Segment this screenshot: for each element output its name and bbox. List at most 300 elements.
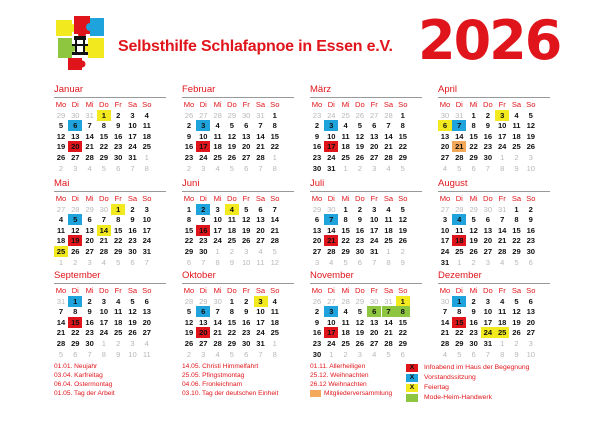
calendar-day[interactable]: 13 (256, 215, 265, 225)
calendar-day[interactable]: 26 (184, 339, 194, 348)
calendar-day[interactable]: 14 (213, 317, 222, 327)
calendar-day[interactable]: 20 (483, 236, 493, 246)
calendar-day-red[interactable]: 20 (196, 327, 210, 338)
calendar-day[interactable]: 17 (483, 317, 493, 327)
calendar-day[interactable]: 23 (355, 236, 365, 246)
calendar-day[interactable]: 16 (85, 317, 94, 327)
calendar-day[interactable]: 23 (483, 142, 493, 152)
calendar-day[interactable]: 26 (227, 153, 237, 162)
calendar-day[interactable]: 9 (357, 215, 362, 225)
calendar-day[interactable]: 28 (56, 339, 66, 348)
calendar-day[interactable]: 29 (184, 247, 194, 256)
calendar-day[interactable]: 2 (314, 307, 320, 317)
calendar-day[interactable]: 12 (355, 317, 365, 327)
calendar-day[interactable]: 7 (215, 307, 220, 317)
calendar-day[interactable]: 30 (128, 247, 137, 256)
calendar-day[interactable]: 13 (369, 317, 379, 327)
calendar-day[interactable]: 28 (384, 339, 393, 348)
calendar-day[interactable]: 12 (469, 225, 478, 235)
calendar-day[interactable]: 2 (528, 204, 533, 214)
calendar-day[interactable]: 14 (270, 215, 280, 225)
calendar-day[interactable]: 4 (343, 307, 348, 317)
calendar-day[interactable]: 23 (241, 328, 251, 338)
calendar-day[interactable]: 5 (229, 121, 234, 131)
calendar-day[interactable]: 31 (483, 339, 493, 348)
calendar-day[interactable]: 31 (128, 153, 137, 162)
calendar-day-green[interactable]: 7 (382, 306, 396, 317)
calendar-day[interactable]: 5 (186, 307, 192, 317)
calendar-day[interactable]: 24 (327, 153, 336, 162)
calendar-day[interactable]: 14 (455, 131, 464, 141)
calendar-day[interactable]: 17 (99, 317, 109, 327)
calendar-day[interactable]: 22 (227, 328, 237, 338)
calendar-day[interactable]: 20 (241, 142, 251, 152)
calendar-day[interactable]: 13 (241, 131, 251, 141)
calendar-day[interactable]: 2 (130, 204, 135, 214)
calendar-day[interactable]: 29 (341, 247, 350, 256)
calendar-day[interactable]: 28 (440, 339, 450, 348)
calendar-day[interactable]: 13 (71, 131, 80, 141)
calendar-day[interactable]: 20 (312, 236, 322, 246)
calendar-day-red[interactable]: 19 (68, 235, 82, 246)
calendar-day[interactable]: 22 (113, 236, 123, 246)
calendar-day[interactable]: 10 (213, 215, 222, 225)
calendar-day[interactable]: 27 (256, 236, 265, 246)
calendar-day[interactable]: 30 (312, 163, 322, 173)
calendar-day[interactable]: 23 (113, 142, 123, 152)
calendar-day[interactable]: 16 (526, 225, 536, 235)
calendar-day[interactable]: 7 (58, 307, 64, 317)
calendar-day[interactable]: 21 (384, 142, 393, 152)
calendar-day[interactable]: 25 (512, 142, 521, 152)
calendar-day[interactable]: 9 (116, 121, 121, 131)
calendar-day[interactable]: 7 (87, 121, 92, 131)
calendar-day[interactable]: 11 (384, 215, 393, 225)
calendar-day[interactable]: 18 (341, 142, 350, 152)
calendar-day[interactable]: 11 (56, 225, 66, 235)
calendar-day[interactable]: 25 (384, 236, 393, 246)
calendar-day[interactable]: 5 (471, 215, 476, 225)
calendar-day[interactable]: 9 (186, 131, 192, 141)
calendar-day[interactable]: 29 (469, 153, 478, 162)
calendar-day[interactable]: 16 (241, 317, 251, 327)
calendar-day[interactable]: 12 (56, 131, 66, 141)
calendar-day[interactable]: 1 (186, 204, 192, 214)
calendar-day[interactable]: 2 (357, 204, 362, 214)
calendar-day[interactable]: 26 (398, 236, 408, 246)
calendar-day[interactable]: 17 (497, 131, 507, 141)
calendar-day[interactable]: 30 (469, 339, 478, 348)
calendar-day[interactable]: 14 (497, 225, 507, 235)
calendar-day[interactable]: 20 (369, 142, 379, 152)
calendar-day[interactable]: 21 (85, 142, 94, 152)
calendar-day[interactable]: 18 (227, 225, 237, 235)
calendar-day-green[interactable]: 6 (367, 306, 381, 317)
calendar-day[interactable]: 21 (99, 236, 109, 246)
calendar-day[interactable]: 22 (469, 142, 478, 152)
calendar-day[interactable]: 11 (341, 317, 350, 327)
calendar-day[interactable]: 1 (471, 110, 476, 120)
calendar-day[interactable]: 3 (442, 215, 448, 225)
calendar-day[interactable]: 9 (314, 131, 320, 141)
calendar-day-green[interactable]: 8 (396, 306, 410, 317)
calendar-day[interactable]: 14 (327, 225, 336, 235)
calendar-day[interactable]: 28 (327, 247, 336, 256)
calendar-day[interactable]: 11 (512, 121, 521, 131)
calendar-day[interactable]: 20 (440, 142, 450, 152)
calendar-day[interactable]: 12 (526, 121, 536, 131)
calendar-day[interactable]: 2 (471, 296, 476, 306)
calendar-day-blue[interactable]: 7 (324, 214, 338, 225)
calendar-day[interactable]: 28 (497, 247, 507, 256)
calendar-day[interactable]: 18 (384, 225, 393, 235)
calendar-day[interactable]: 28 (99, 247, 109, 256)
calendar-day[interactable]: 12 (227, 131, 237, 141)
calendar-day[interactable]: 7 (442, 307, 448, 317)
calendar-day[interactable]: 14 (384, 131, 393, 141)
calendar-day[interactable]: 8 (457, 307, 462, 317)
calendar-day[interactable]: 19 (512, 317, 521, 327)
calendar-day[interactable]: 27 (241, 153, 251, 162)
calendar-day[interactable]: 24 (99, 328, 109, 338)
calendar-day-yellow[interactable]: 4 (225, 204, 239, 215)
calendar-day[interactable]: 16 (128, 225, 137, 235)
calendar-day[interactable]: 16 (355, 225, 365, 235)
calendar-day[interactable]: 1 (229, 296, 234, 306)
calendar-day[interactable]: 29 (398, 153, 408, 162)
calendar-day[interactable]: 27 (369, 339, 379, 348)
calendar-day-red[interactable]: 18 (452, 235, 466, 246)
calendar-day[interactable]: 15 (99, 131, 109, 141)
calendar-day[interactable]: 13 (369, 131, 379, 141)
calendar-day[interactable]: 10 (142, 215, 152, 225)
calendar-day[interactable]: 5 (244, 204, 249, 214)
calendar-day[interactable]: 14 (85, 131, 94, 141)
calendar-day[interactable]: 4 (116, 296, 121, 306)
calendar-day[interactable]: 18 (270, 317, 280, 327)
calendar-day[interactable]: 19 (184, 328, 194, 338)
calendar-day[interactable]: 6 (244, 121, 249, 131)
calendar-day[interactable]: 3 (372, 204, 377, 214)
calendar-day[interactable]: 6 (528, 296, 533, 306)
calendar-day[interactable]: 29 (512, 247, 521, 256)
calendar-day[interactable]: 17 (128, 131, 137, 141)
calendar-day[interactable]: 2 (186, 121, 192, 131)
calendar-day[interactable]: 31 (440, 257, 450, 267)
calendar-day-yellow[interactable]: 25 (54, 246, 68, 257)
calendar-day[interactable]: 23 (184, 153, 194, 162)
calendar-day[interactable]: 29 (71, 339, 80, 348)
calendar-day-blue[interactable]: 7 (452, 120, 466, 131)
calendar-day[interactable]: 21 (213, 328, 222, 338)
calendar-day[interactable]: 27 (312, 247, 322, 256)
calendar-day-red[interactable]: 16 (196, 225, 210, 236)
calendar-day[interactable]: 7 (272, 204, 277, 214)
calendar-day[interactable]: 12 (71, 225, 80, 235)
calendar-day[interactable]: 25 (341, 339, 350, 348)
calendar-day[interactable]: 6 (372, 121, 377, 131)
calendar-day[interactable]: 10 (440, 225, 450, 235)
calendar-day-yellow[interactable]: 3 (495, 110, 509, 121)
calendar-day[interactable]: 23 (312, 153, 322, 162)
calendar-day[interactable]: 10 (497, 121, 507, 131)
calendar-day[interactable]: 9 (130, 215, 135, 225)
calendar-day[interactable]: 9 (87, 307, 92, 317)
calendar-day-red[interactable]: 21 (324, 235, 338, 246)
calendar-day[interactable]: 22 (512, 236, 521, 246)
calendar-day[interactable]: 2 (244, 296, 249, 306)
calendar-day[interactable]: 30 (199, 247, 208, 256)
calendar-day[interactable]: 10 (483, 307, 493, 317)
calendar-day[interactable]: 31 (327, 163, 336, 173)
calendar-day[interactable]: 11 (142, 121, 151, 131)
calendar-day[interactable]: 15 (113, 225, 123, 235)
calendar-day[interactable]: 20 (256, 225, 265, 235)
calendar-day-blue[interactable]: 1 (68, 296, 82, 307)
calendar-day[interactable]: 25 (142, 142, 152, 152)
calendar-day[interactable]: 28 (384, 153, 393, 162)
calendar-day[interactable]: 26 (512, 328, 521, 338)
calendar-day[interactable]: 9 (528, 215, 533, 225)
calendar-day[interactable]: 22 (398, 328, 408, 338)
calendar-day[interactable]: 24 (213, 236, 222, 246)
calendar-day[interactable]: 10 (327, 131, 336, 141)
calendar-day[interactable]: 12 (398, 215, 408, 225)
calendar-day[interactable]: 17 (256, 317, 265, 327)
calendar-day[interactable]: 1 (514, 204, 519, 214)
calendar-day[interactable]: 25 (270, 328, 280, 338)
calendar-day[interactable]: 24 (256, 328, 265, 338)
calendar-day[interactable]: 24 (440, 247, 450, 256)
calendar-day[interactable]: 28 (270, 236, 280, 246)
calendar-day[interactable]: 5 (528, 110, 533, 120)
calendar-day[interactable]: 8 (272, 121, 277, 131)
calendar-day[interactable]: 20 (526, 317, 536, 327)
calendar-day[interactable]: 5 (514, 296, 519, 306)
calendar-day[interactable]: 17 (369, 225, 379, 235)
calendar-day[interactable]: 28 (213, 339, 222, 348)
calendar-day[interactable]: 1 (343, 204, 348, 214)
calendar-day[interactable]: 14 (384, 317, 393, 327)
calendar-day[interactable]: 25 (455, 247, 464, 256)
calendar-day[interactable]: 24 (369, 236, 379, 246)
calendar-day[interactable]: 18 (341, 328, 350, 338)
calendar-day[interactable]: 22 (184, 236, 194, 246)
calendar-day[interactable]: 4 (500, 296, 505, 306)
calendar-day[interactable]: 6 (144, 296, 149, 306)
calendar-day[interactable]: 26 (71, 247, 80, 256)
calendar-day[interactable]: 8 (343, 215, 348, 225)
calendar-day[interactable]: 5 (357, 307, 362, 317)
calendar-day[interactable]: 15 (398, 317, 408, 327)
calendar-day[interactable]: 21 (440, 328, 450, 338)
calendar-day[interactable]: 10 (256, 307, 265, 317)
calendar-day[interactable]: 31 (369, 247, 379, 256)
calendar-day[interactable]: 2 (87, 296, 92, 306)
calendar-day[interactable]: 26 (355, 339, 365, 348)
calendar-day[interactable]: 31 (256, 339, 265, 348)
calendar-day[interactable]: 9 (244, 307, 249, 317)
calendar-day-blue[interactable]: 1 (452, 296, 466, 307)
calendar-day[interactable]: 19 (227, 142, 237, 152)
calendar-day-blue[interactable]: 2 (196, 204, 210, 215)
calendar-day[interactable]: 22 (341, 236, 350, 246)
calendar-day-blue[interactable]: 3 (196, 120, 210, 131)
calendar-day[interactable]: 11 (455, 225, 464, 235)
calendar-day[interactable]: 13 (526, 307, 536, 317)
calendar-day[interactable]: 21 (497, 236, 507, 246)
calendar-day-blue[interactable]: 4 (452, 214, 466, 225)
calendar-day[interactable]: 29 (113, 247, 123, 256)
calendar-day[interactable]: 11 (270, 307, 279, 317)
calendar-day[interactable]: 24 (199, 153, 208, 162)
calendar-day[interactable]: 18 (497, 317, 507, 327)
calendar-day[interactable]: 13 (142, 307, 152, 317)
calendar-day[interactable]: 24 (497, 142, 507, 152)
calendar-day[interactable]: 23 (199, 236, 208, 246)
calendar-day[interactable]: 27 (85, 247, 94, 256)
calendar-day[interactable]: 13 (199, 317, 208, 327)
calendar-day[interactable]: 4 (386, 204, 391, 214)
calendar-day[interactable]: 19 (469, 236, 478, 246)
calendar-day[interactable]: 14 (440, 317, 450, 327)
calendar-day[interactable]: 8 (73, 307, 78, 317)
calendar-day[interactable]: 19 (398, 225, 408, 235)
calendar-day[interactable]: 23 (85, 328, 94, 338)
calendar-day[interactable]: 22 (455, 328, 464, 338)
calendar-day[interactable]: 6 (314, 215, 320, 225)
calendar-day[interactable]: 27 (71, 153, 80, 162)
calendar-day[interactable]: 21 (256, 142, 265, 152)
calendar-day[interactable]: 29 (455, 339, 464, 348)
calendar-day[interactable]: 11 (114, 307, 123, 317)
calendar-day-red[interactable]: 15 (452, 317, 466, 328)
calendar-day[interactable]: 24 (327, 339, 336, 348)
calendar-day[interactable]: 12 (128, 307, 137, 317)
calendar-day[interactable]: 15 (469, 131, 478, 141)
calendar-day[interactable]: 27 (526, 328, 536, 338)
calendar-day[interactable]: 5 (400, 204, 405, 214)
calendar-day-yellow[interactable]: 1 (97, 110, 111, 121)
calendar-day[interactable]: 4 (272, 296, 277, 306)
calendar-day[interactable]: 4 (514, 110, 519, 120)
calendar-day-blue[interactable]: 3 (324, 120, 338, 131)
calendar-day[interactable]: 3 (485, 296, 490, 306)
calendar-day[interactable]: 16 (184, 142, 194, 152)
calendar-day-yellow[interactable]: 3 (254, 296, 268, 307)
calendar-day[interactable]: 19 (526, 131, 536, 141)
calendar-day[interactable]: 5 (130, 296, 135, 306)
calendar-day-red[interactable]: 17 (324, 327, 338, 338)
calendar-day[interactable]: 17 (213, 225, 222, 235)
calendar-day[interactable]: 1 (272, 110, 277, 120)
calendar-day[interactable]: 8 (116, 215, 121, 225)
calendar-day[interactable]: 2 (485, 110, 490, 120)
calendar-day[interactable]: 23 (312, 339, 322, 348)
calendar-day[interactable]: 6 (258, 204, 263, 214)
calendar-day[interactable]: 13 (440, 131, 450, 141)
calendar-day[interactable]: 3 (144, 204, 149, 214)
calendar-day[interactable]: 23 (469, 328, 478, 338)
calendar-day[interactable]: 13 (483, 225, 493, 235)
calendar-day[interactable]: 27 (142, 328, 152, 338)
calendar-day[interactable]: 8 (471, 121, 476, 131)
calendar-day[interactable]: 8 (186, 215, 192, 225)
calendar-day[interactable]: 28 (85, 153, 94, 162)
calendar-day[interactable]: 7 (101, 215, 106, 225)
calendar-day[interactable]: 28 (256, 153, 265, 162)
calendar-day[interactable]: 10 (199, 131, 208, 141)
calendar-day[interactable]: 20 (369, 328, 379, 338)
calendar-day[interactable]: 30 (483, 153, 493, 162)
calendar-day[interactable]: 22 (99, 142, 109, 152)
calendar-day[interactable]: 11 (341, 131, 350, 141)
calendar-day[interactable]: 18 (113, 317, 123, 327)
calendar-day[interactable]: 12 (512, 307, 521, 317)
calendar-day[interactable]: 29 (227, 339, 237, 348)
calendar-day[interactable]: 13 (85, 225, 94, 235)
calendar-day[interactable]: 19 (241, 225, 251, 235)
calendar-day[interactable]: 30 (241, 339, 251, 348)
calendar-day[interactable]: 8 (400, 121, 405, 131)
calendar-day[interactable]: 23 (128, 236, 137, 246)
calendar-day-blue[interactable]: 5 (68, 214, 82, 225)
calendar-day[interactable]: 19 (56, 142, 66, 152)
calendar-day[interactable]: 13 (312, 225, 322, 235)
calendar-day-red[interactable]: 17 (196, 141, 210, 152)
calendar-day[interactable]: 5 (357, 121, 362, 131)
calendar-day[interactable]: 17 (142, 225, 152, 235)
calendar-day[interactable]: 26 (355, 153, 365, 162)
calendar-day-yellow[interactable]: 25 (495, 327, 509, 338)
calendar-day[interactable]: 19 (355, 142, 365, 152)
calendar-day[interactable]: 23 (526, 236, 536, 246)
calendar-day[interactable]: 16 (312, 142, 322, 152)
calendar-day[interactable]: 29 (398, 339, 408, 348)
calendar-day[interactable]: 16 (469, 317, 478, 327)
calendar-day[interactable]: 4 (58, 215, 64, 225)
calendar-day-orange[interactable]: 21 (452, 141, 466, 152)
calendar-day-yellow[interactable]: 14 (97, 225, 111, 236)
calendar-day[interactable]: 9 (485, 121, 490, 131)
calendar-day[interactable]: 20 (85, 236, 94, 246)
calendar-day[interactable]: 29 (99, 153, 109, 162)
calendar-day[interactable]: 19 (128, 317, 137, 327)
calendar-day[interactable]: 16 (113, 131, 123, 141)
calendar-day[interactable]: 11 (498, 307, 507, 317)
calendar-day[interactable]: 10 (327, 317, 336, 327)
calendar-day[interactable]: 20 (142, 317, 152, 327)
calendar-day[interactable]: 25 (113, 328, 123, 338)
calendar-day-yellow[interactable]: 1 (396, 296, 410, 307)
calendar-day-blue[interactable]: 6 (68, 120, 82, 131)
calendar-day[interactable]: 1 (400, 110, 405, 120)
calendar-day[interactable]: 26 (128, 328, 137, 338)
calendar-day[interactable]: 21 (384, 328, 393, 338)
calendar-day[interactable]: 27 (199, 339, 208, 348)
calendar-day[interactable]: 15 (270, 131, 280, 141)
calendar-day[interactable]: 27 (483, 247, 493, 256)
calendar-day[interactable]: 30 (312, 349, 322, 359)
calendar-day[interactable]: 26 (469, 247, 478, 256)
calendar-day[interactable]: 25 (341, 153, 350, 162)
calendar-day[interactable]: 25 (227, 236, 237, 246)
calendar-day[interactable]: 15 (398, 131, 408, 141)
calendar-day[interactable]: 30 (85, 339, 94, 348)
calendar-day[interactable]: 10 (128, 121, 137, 131)
calendar-day[interactable]: 27 (369, 153, 379, 162)
calendar-day-yellow[interactable]: 24 (481, 327, 495, 338)
